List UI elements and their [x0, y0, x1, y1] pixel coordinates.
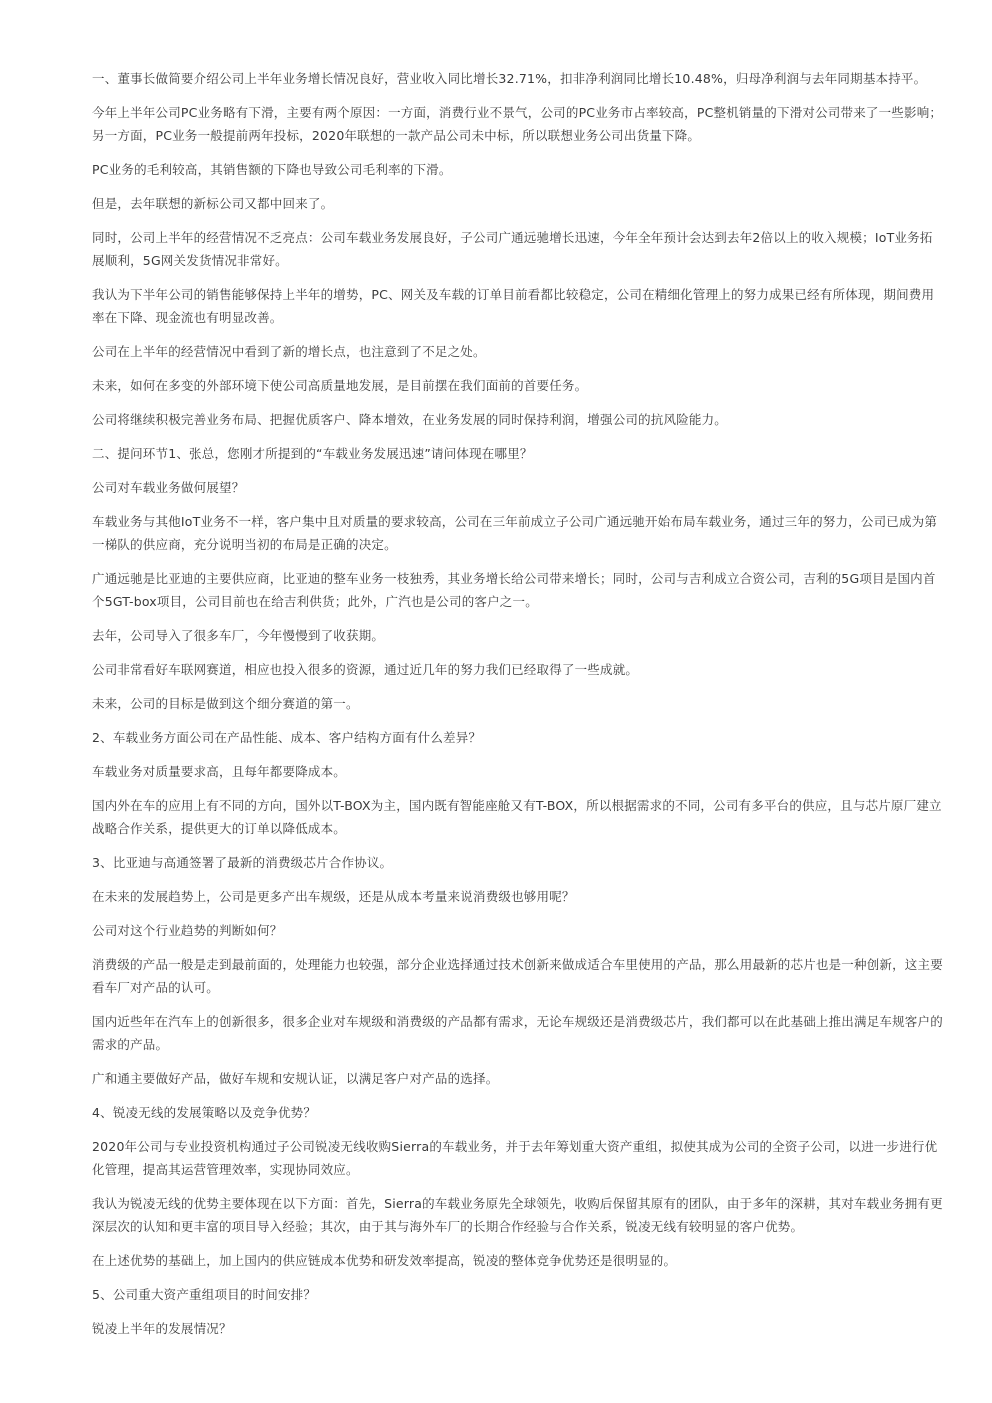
- paragraph: 锐凌上半年的发展情况？: [92, 1321, 232, 1336]
- paragraph: 一、董事长做简要介绍公司上半年业务增长情况良好，营业收入同比增长32.71%，扣非净利润同比增长10.48%，归母净利润与去年同期基本持平。: [92, 71, 927, 86]
- paragraph: 在上述优势的基础上，加上国内的供应链成本优势和研发效率提高，锐凌的整体竞争优势还是很明显的。: [92, 1253, 677, 1268]
- paragraph: 国内近些年在汽车上的创新很多，很多企业对车规级和消费级的产品都有需求，无论车规级还是消费级芯片，我们都可以在此基础上推出满足车规客户的需求的产品。: [92, 1014, 943, 1052]
- paragraph: 广通远驰是比亚迪的主要供应商，比亚迪的整车业务一枝独秀，其业务增长给公司带来增长；同时，公司与吉利成立合资公司，吉利的5G项目是国内首个5GT-box项目，公司目前也在给吉利供货；此外，广汽也是公司的客户之一。: [92, 571, 936, 609]
- paragraph: 国内外在车的应用上有不同的方向，国外以T-BOX为主，国内既有智能座舱又有T-BOX，所以根据需求的不同，公司有多平台的供应，且与芯片原厂建立战略合作关系，提供更大的订单以降低成本。: [92, 798, 942, 836]
- paragraph: 未来，如何在多变的外部环境下使公司高质量地发展，是目前摆在我们面前的首要任务。: [92, 378, 588, 393]
- paragraph: 2020年公司与专业投资机构通过子公司锐凌无线收购Sierra的车载业务，并于去年筹划重大资产重组，拟使其成为公司的全资子公司，以进一步进行优化管理，提高其运营管理效率，实现协同效应。: [92, 1139, 938, 1177]
- paragraph: 5、公司重大资产重组项目的时间安排？: [92, 1287, 317, 1302]
- paragraph: 公司将继续积极完善业务布局、把握优质客户、降本增效，在业务发展的同时保持利润，增强公司的抗风险能力。: [92, 412, 728, 427]
- paragraph: 2、车载业务方面公司在产品性能、成本、客户结构方面有什么差异？: [92, 730, 482, 745]
- paragraph: 消费级的产品一般是走到最前面的，处理能力也较强，部分企业选择通过技术创新来做成适合车里使用的产品，那么用最新的芯片也是一种创新，这主要看车厂对产品的认可。: [92, 957, 943, 995]
- paragraph: 公司对这个行业趋势的判断如何？: [92, 923, 283, 938]
- paragraph: 我认为锐凌无线的优势主要体现在以下方面：首先，Sierra的车载业务原先全球领先，收购后保留其原有的团队，由于多年的深耕，其对车载业务拥有更深层次的认知和更丰富的项目导入经验；其次，由于其与海外车厂的长期合作经验与合作关系，锐凌无线有较明显的客户优势。: [92, 1196, 943, 1234]
- paragraph: 但是，去年联想的新标公司又都中回来了。: [92, 196, 334, 211]
- paragraph: 3、比亚迪与高通签署了最新的消费级芯片合作协议。: [92, 855, 393, 870]
- paragraph: 二、提问环节1、张总，您刚才所提到的“车载业务发展迅速”请问体现在哪里？: [92, 446, 533, 461]
- paragraph: PC业务的毛利较高，其销售额的下降也导致公司毛利率的下滑。: [92, 162, 452, 177]
- document-body: [92, 67, 944, 1340]
- paragraph: 今年上半年公司PC业务略有下滑，主要有两个原因：一方面，消费行业不景气，公司的PC业务市占率较高，PC整机销量的下滑对公司带来了一些影响；另一方面，PC业务一般提前两年投标，2020年联想的一款产品公司未中标，所以联想业务公司出货量下降。: [92, 105, 943, 143]
- paragraph: 公司对车载业务做何展望？: [92, 480, 245, 495]
- paragraph: 4、锐凌无线的发展策略以及竞争优势？: [92, 1105, 317, 1120]
- paragraph: 公司非常看好车联网赛道，相应也投入很多的资源，通过近几年的努力我们已经取得了一些成就。: [92, 662, 639, 677]
- paragraph: 同时，公司上半年的经营情况不乏亮点：公司车载业务发展良好，子公司广通远驰增长迅速，今年全年预计会达到去年2倍以上的收入规模；IoT业务拓展顺利，5G网关发货情况非常好。: [92, 230, 933, 268]
- paragraph: 我认为下半年公司的销售能够保持上半年的增势，PC、网关及车载的订单目前看都比较稳定，公司在精细化管理上的努力成果已经有所体现，期间费用率在下降、现金流也有明显改善。: [92, 287, 935, 325]
- paragraph: 公司在上半年的经营情况中看到了新的增长点，也注意到了不足之处。: [92, 344, 486, 359]
- paragraph: 去年，公司导入了很多车厂，今年慢慢到了收获期。: [92, 628, 385, 643]
- paragraph: 在未来的发展趋势上，公司是更多产出车规级，还是从成本考量来说消费级也够用呢？: [92, 889, 575, 904]
- paragraph: 车载业务对质量要求高，且每年都要降成本。: [92, 764, 347, 779]
- paragraph: 广和通主要做好产品，做好车规和安规认证，以满足客户对产品的选择。: [92, 1071, 499, 1086]
- paragraph: 车载业务与其他IoT业务不一样，客户集中且对质量的要求较高，公司在三年前成立子公司广通远驰开始布局车载业务，通过三年的努力，公司已成为第一梯队的供应商，充分说明当初的布局是正确的决定。: [92, 514, 938, 552]
- paragraph: 未来，公司的目标是做到这个细分赛道的第一。: [92, 696, 359, 711]
